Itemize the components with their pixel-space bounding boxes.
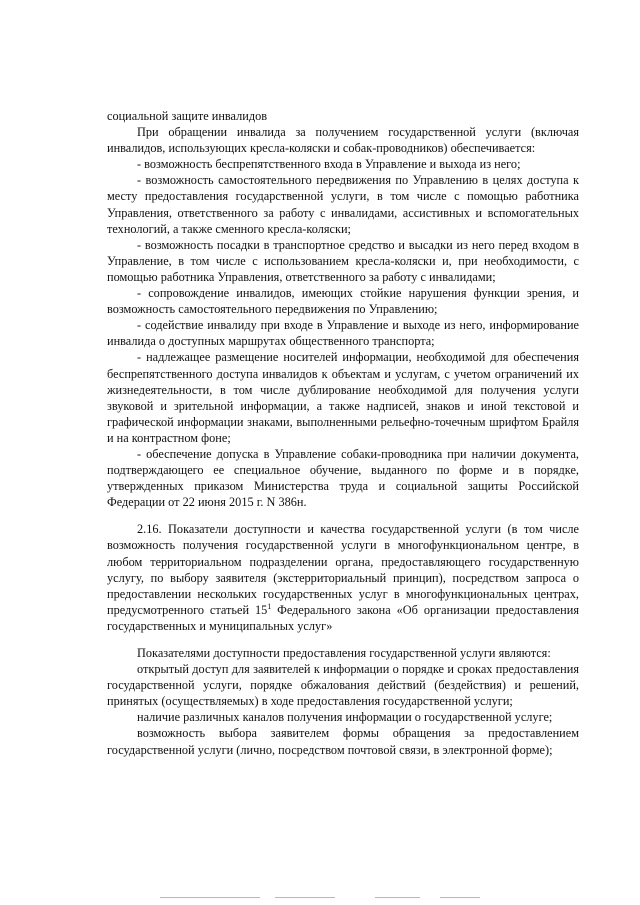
document-paragraph <box>107 645 579 661</box>
paragraph-text-tail: Федерального закона «Об организации предоставления государственных и муниципальных услуг» <box>107 602 579 633</box>
scan-artifact-line <box>440 897 480 898</box>
scan-artifact-line <box>160 897 260 898</box>
paragraph-text: При обращении инвалида за получением государственной услуги (включая инвалидов, использующих кресла-коляски и собак-проводников) обеспечивается: <box>107 125 579 156</box>
scan-artifact-line <box>375 897 420 898</box>
document-body <box>107 108 579 758</box>
document-paragraph <box>107 124 579 156</box>
paragraph-text: - возможность посадки в транспортное средство и высадки из него перед входом в Управление, в том числе с использованием кресла-коляски и, при необходимости, с помощью работника Управления, ответственного за работу с инвалидами; <box>107 237 579 284</box>
document-paragraph <box>107 285 579 317</box>
paragraph-text: 2.16. Показатели доступности и качества государственной услуги (в том числе возможность получения государственной услуги в многофункциональном центре, в любом территориальном подразделении органа, предоставляющего государственную услугу, по выбору заявителя (экстерриториальный принцип), посредством запроса о предоставлении нескольких государственных услуг в многофункциональных центрах, предусмотренного статьей 15 <box>107 522 579 617</box>
document-paragraph <box>107 446 579 510</box>
paragraph-text: возможность выбора заявителем формы обращения за предоставлением государственной услуги (лично, посредством почтовой связи, в электронной форме); <box>107 726 579 757</box>
document-paragraph <box>107 521 579 634</box>
document-paragraph <box>107 172 579 236</box>
document-paragraph <box>107 661 579 709</box>
paragraph-text: - возможность самостоятельного передвижения по Управлению в целях доступа к месту предоставления государственной услуги, в том числе с помощью работника Управления, ответственного за работу с инвалидами, ассистивных и вспомогательных технологий, а также сменного кресла-коляски; <box>107 173 579 236</box>
scan-artifact-line <box>275 897 335 898</box>
paragraph-text: - возможность беспрепятственного входа в Управление и выхода из него; <box>137 157 521 172</box>
document-paragraph <box>107 709 579 725</box>
document-paragraph <box>107 237 579 285</box>
paragraph-text: - обеспечение допуска в Управление собаки-проводника при наличии документа, подтверждающего ее специальное обучение, выданного по форме и в порядке, утвержденных приказом Министерства труда и социальной защиты Российской Федерации от 22 июня 2015 г. N 386н. <box>107 446 579 510</box>
paragraph-text: социальной защите инвалидов <box>107 109 268 123</box>
document-paragraph <box>107 349 579 446</box>
paragraph-text: - содействие инвалиду при входе в Управление и выходе из него, информирование инвалида о доступных маршрутах общественного транспорта; <box>107 318 579 349</box>
document-paragraph <box>107 725 579 757</box>
document-paragraph <box>107 156 579 172</box>
document-paragraph <box>107 317 579 349</box>
document-paragraph <box>107 108 579 124</box>
paragraph-text: наличие различных каналов получения информации о государственной услуге; <box>137 710 553 725</box>
paragraph-text: открытый доступ для заявителей к информации о порядке и сроках предоставления государственной услуги, порядке обжалования действий (бездействия) и решений, принятых (осуществляемых) в ходе предоставления государственной услуги; <box>107 662 579 709</box>
paragraph-text: - надлежащее размещение носителей информации, необходимой для обеспечения беспрепятственного доступа инвалидов к объектам и услугам, с учетом ограничений их жизнедеятельности, в том числе дублирование необходимой для получения услуги звуковой и зрительной информации, а также надписей, знаков и иной текстовой и графической информации знаками, выполненными рельефно-точечным шрифтом Брайля и на контрастном фоне; <box>107 350 579 445</box>
paragraph-text: Показателями доступности предоставления государственной услуги являются: <box>137 646 551 660</box>
superscript-mark: 1 <box>267 601 272 611</box>
paragraph-text: - сопровождение инвалидов, имеющих стойкие нарушения функции зрения, и возможность самостоятельного передвижения по Управлению; <box>107 286 579 317</box>
